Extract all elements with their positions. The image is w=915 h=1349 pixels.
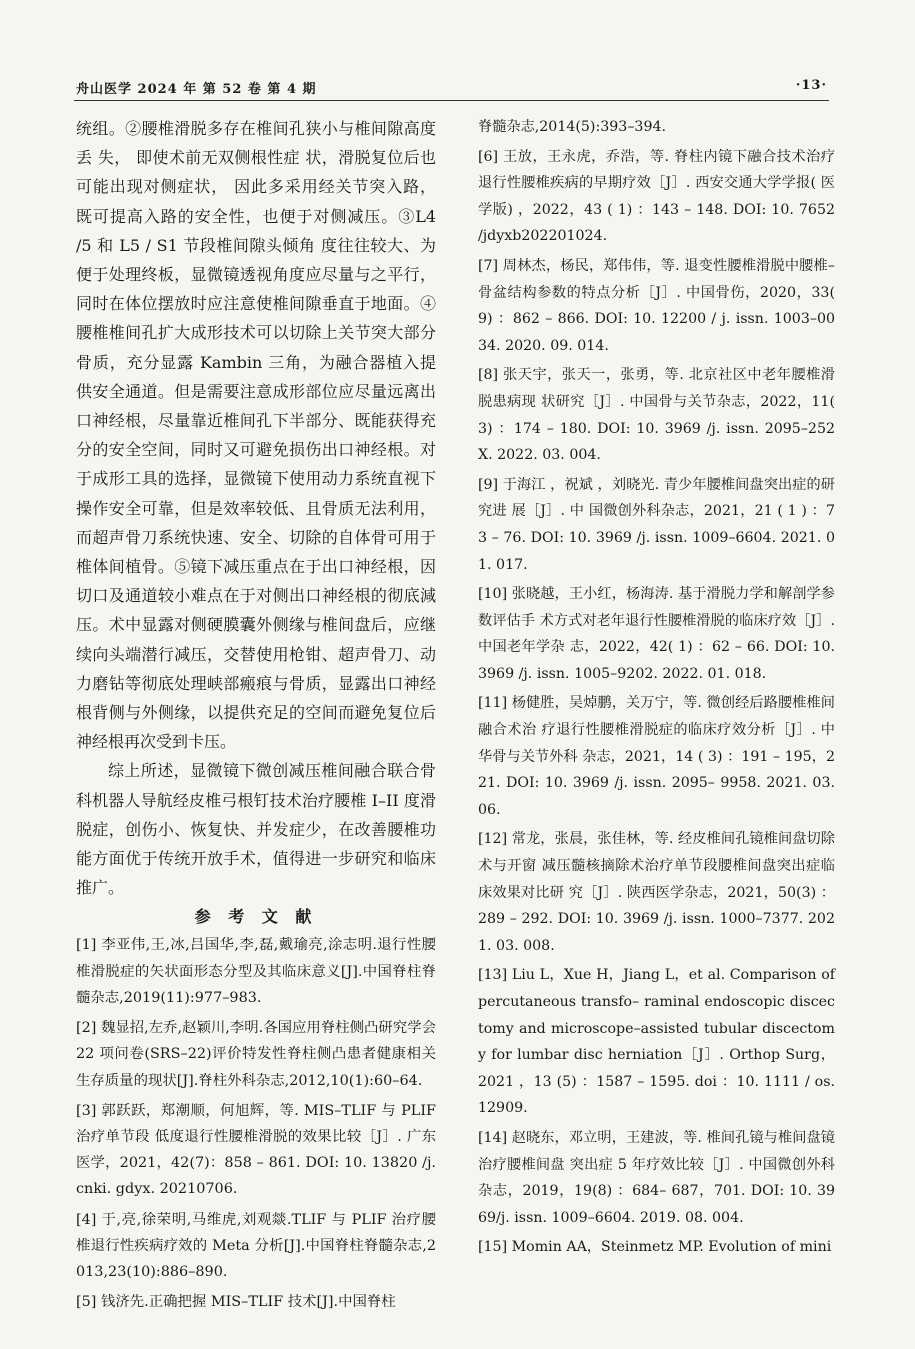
journal-issue-label: 舟山医学 2024 年 第 52 卷 第 4 期 — [76, 82, 317, 97]
reference-item: [4] 于,亮,徐荣明,马维虎,刘观燚.TLIF 与 PLIF 治疗腰椎退行性疾病疗效的 Meta 分析[J].中国脊柱脊髓杂志,2013,23(10):886–890. — [76, 1211, 436, 1280]
left-column — [76, 114, 436, 1319]
reference-item: [10] 张晓越，王小红，杨海涛. 基于滑脱力学和解剖学参数评估手 术方式对老年退行性腰椎滑脱的临床疗效［J］. 中国老年学杂 志，2022，42( 1) ：62 – 66. DOI: 10. 3969 /j. issn. 1005–9202. 2022. 01. 018. — [478, 586, 835, 682]
reference-item: [3] 郭跃跃，郑潮顺，何旭辉，等. MIS–TLIF 与 PLIF 治疗单节段 低度退行性腰椎滑脱的效果比较［J］. 广东医学，2021，42(7)：858 – 861. DOI: 10. 13820 /j. cnki. gdyx. 20210706. — [76, 1102, 436, 1198]
header-divider — [74, 100, 829, 101]
reference-item: [14] 赵晓东，邓立明，王建波，等. 椎间孔镜与椎间盘镜治疗腰椎间盘 突出症 5 年疗效比较［J］. 中国微创外科杂志，2019，19(8) ：684– 687，701. DOI: 10. 3969/j. issn. 1009–6604. 2019. 08. 004. — [478, 1129, 835, 1226]
reference-item: [6] 王放，王永虎，乔浩，等. 脊柱内镜下融合技术治疗退行性腰椎疾病的早期疗效［J］. 西安交通大学学报( 医学版) ，2022，43 ( 1) ：143 – 148. DOI: 10. 7652 /jdyxb202201024. — [478, 148, 835, 245]
reference-item: [13] Liu L，Xue H，Jiang L，et al. Comparison of percutaneous transfo– raminal endoscopic discectomy and microscope–assisted tubular discectomy for lumbar disc herniation［J］. Orthop Surg，2021 ，13 (5) ：1587 – 1595. doi ：10. 1111 / os. 12909. — [478, 967, 835, 1117]
reference-item: [7] 周林杰，杨民，郑伟伟，等. 退变性腰椎滑脱中腰椎–骨盆结构参数的特点分析［J］. 中国骨伤，2020，33( 9) ：862 – 866. DOI: 10. 12200 / j. issn. 1003–0034. 2020. 09. 014. — [478, 257, 835, 354]
right-column — [478, 114, 835, 1264]
reference-item: [9] 于海江 ，祝斌 ，刘晓光. 青少年腰椎间盘突出症的研究进 展［J］. 中 国微创外科杂志，2021，21 ( 1 ) ：73 – 76. DOI: 10. 3969 /j. issn. 1009–6604. 2021. 01. 017. — [478, 476, 835, 573]
body-paragraph: 统组。②腰椎滑脱多存在椎间孔狭小与椎间隙高度丢 失， 即使术前无双侧根性症 状，滑脱复位后也可能出现对侧症状， 因此多采用经关节突入路， 既可提高入路的安全性，也便于对侧减压。③L4 /5 和 L5 / S1 节段椎间隙头倾角 度往往较大、为便于处理终板，显微镜透视角度应尽量与之平行，同时在体位摆放时应注意使椎间隙垂直于地面。④腰椎椎间孔扩大成形技术可以切除上关节突大部分骨质，充分显露 Kambin 三角，为融合器植入提供安全通道。但是需要注意成形部位应尽量远离出口神经根，尽量靠近椎间孔下半部分、既能获得充分的安全空间，同时又可避免损伤出口神经根。对于成形工具的选择，显微镜下使用动力系统直视下操作安全可靠，但是效率较低、且骨质无法利用，而超声骨刀系统快速、安全、切除的自体骨可用于椎体间植骨。⑤镜下减压重点在于出口神经根，因切口及通道较小难点在于对侧出口神经根的彻底減 压。术中显露对侧硬膜囊外侧缘与椎间盘后，应继续向头端潜行减压，交替使用枪钳、超声骨刀、动力磨钻等彻底处理峡部瘢痕与骨质，显露出口神经根背侧与外侧缘，以提供充足的空间而避免复位后神经根再次受到卡压。 — [76, 119, 436, 752]
reference-continuation: 脊髓杂志,2014(5):393–394. — [478, 119, 667, 135]
reference-item: [1] 李亚伟,王,冰,吕国华,李,磊,戴瑜亮,涂志明.退行性腰椎滑脱症的矢状面形态分型及其临床意义[J].中国脊柱脊髓杂志,2019(11):977–983. — [76, 937, 436, 1006]
references-heading: 参 考 文 献 — [194, 907, 318, 927]
reference-item: [12] 常龙，张晨，张佳林，等. 经皮椎间孔镜椎间盘切除术与开窗 减压髓核摘除术治疗单节段腰椎间盘突出症临床效果对比研 究［J］. 陕西医学杂志，2021，50(3) ：289 – 292. DOI: 10. 3969 /j. issn. 1000–7377. 2021. 03. 008. — [478, 831, 835, 954]
reference-item: [8] 张天宇，张天一，张勇，等. 北京社区中老年腰椎滑脱患病现 状研究［J］. 中国骨与关节杂志，2022，11( 3) ：174 – 180. DOI: 10. 3969 /j. issn. 2095–252X. 2022. 03. 004. — [478, 367, 835, 464]
reference-item: [15] Momin AA，Steinmetz MP. Evolution of mini — [478, 1239, 832, 1256]
running-header — [76, 78, 827, 98]
conclusion-paragraph: 综上所述，显微镜下微创减压椎间融合联合骨科机器人导航经皮椎弓根钉技术治疗腰椎 I–II 度滑脱症，创伤小、恢复快、并发症少，在改善腰椎功能方面优于传统开放手术，值得进一步研究和临床推广。 — [76, 761, 436, 898]
reference-item: [5] 钱济先.正确把握 MIS–TLIF 技术[J].中国脊柱 — [76, 1294, 396, 1311]
reference-item: [2] 魏显招,左乔,赵颖川,李明.各国应用脊柱侧凸研究学会 22 项问卷(SRS–22)评价特发性脊柱侧凸患者健康相关生存质量的现状[J].脊柱外科杂志,2012,10(1):60–64. — [76, 1020, 436, 1089]
reference-item: [11] 杨健胜，吴焯鹏，关万宁，等. 微创经后路腰椎椎间融合术治 疗退行性腰椎滑脱症的临床疗效分析［J］. 中华骨与关节外科 杂志，2021，14 ( 3) ：191 – 195，221. DOI: 10. 3969 /j. issn. 2095– 9958. 2021. 03. 06. — [478, 695, 835, 818]
page-number: ·13· — [795, 78, 827, 93]
